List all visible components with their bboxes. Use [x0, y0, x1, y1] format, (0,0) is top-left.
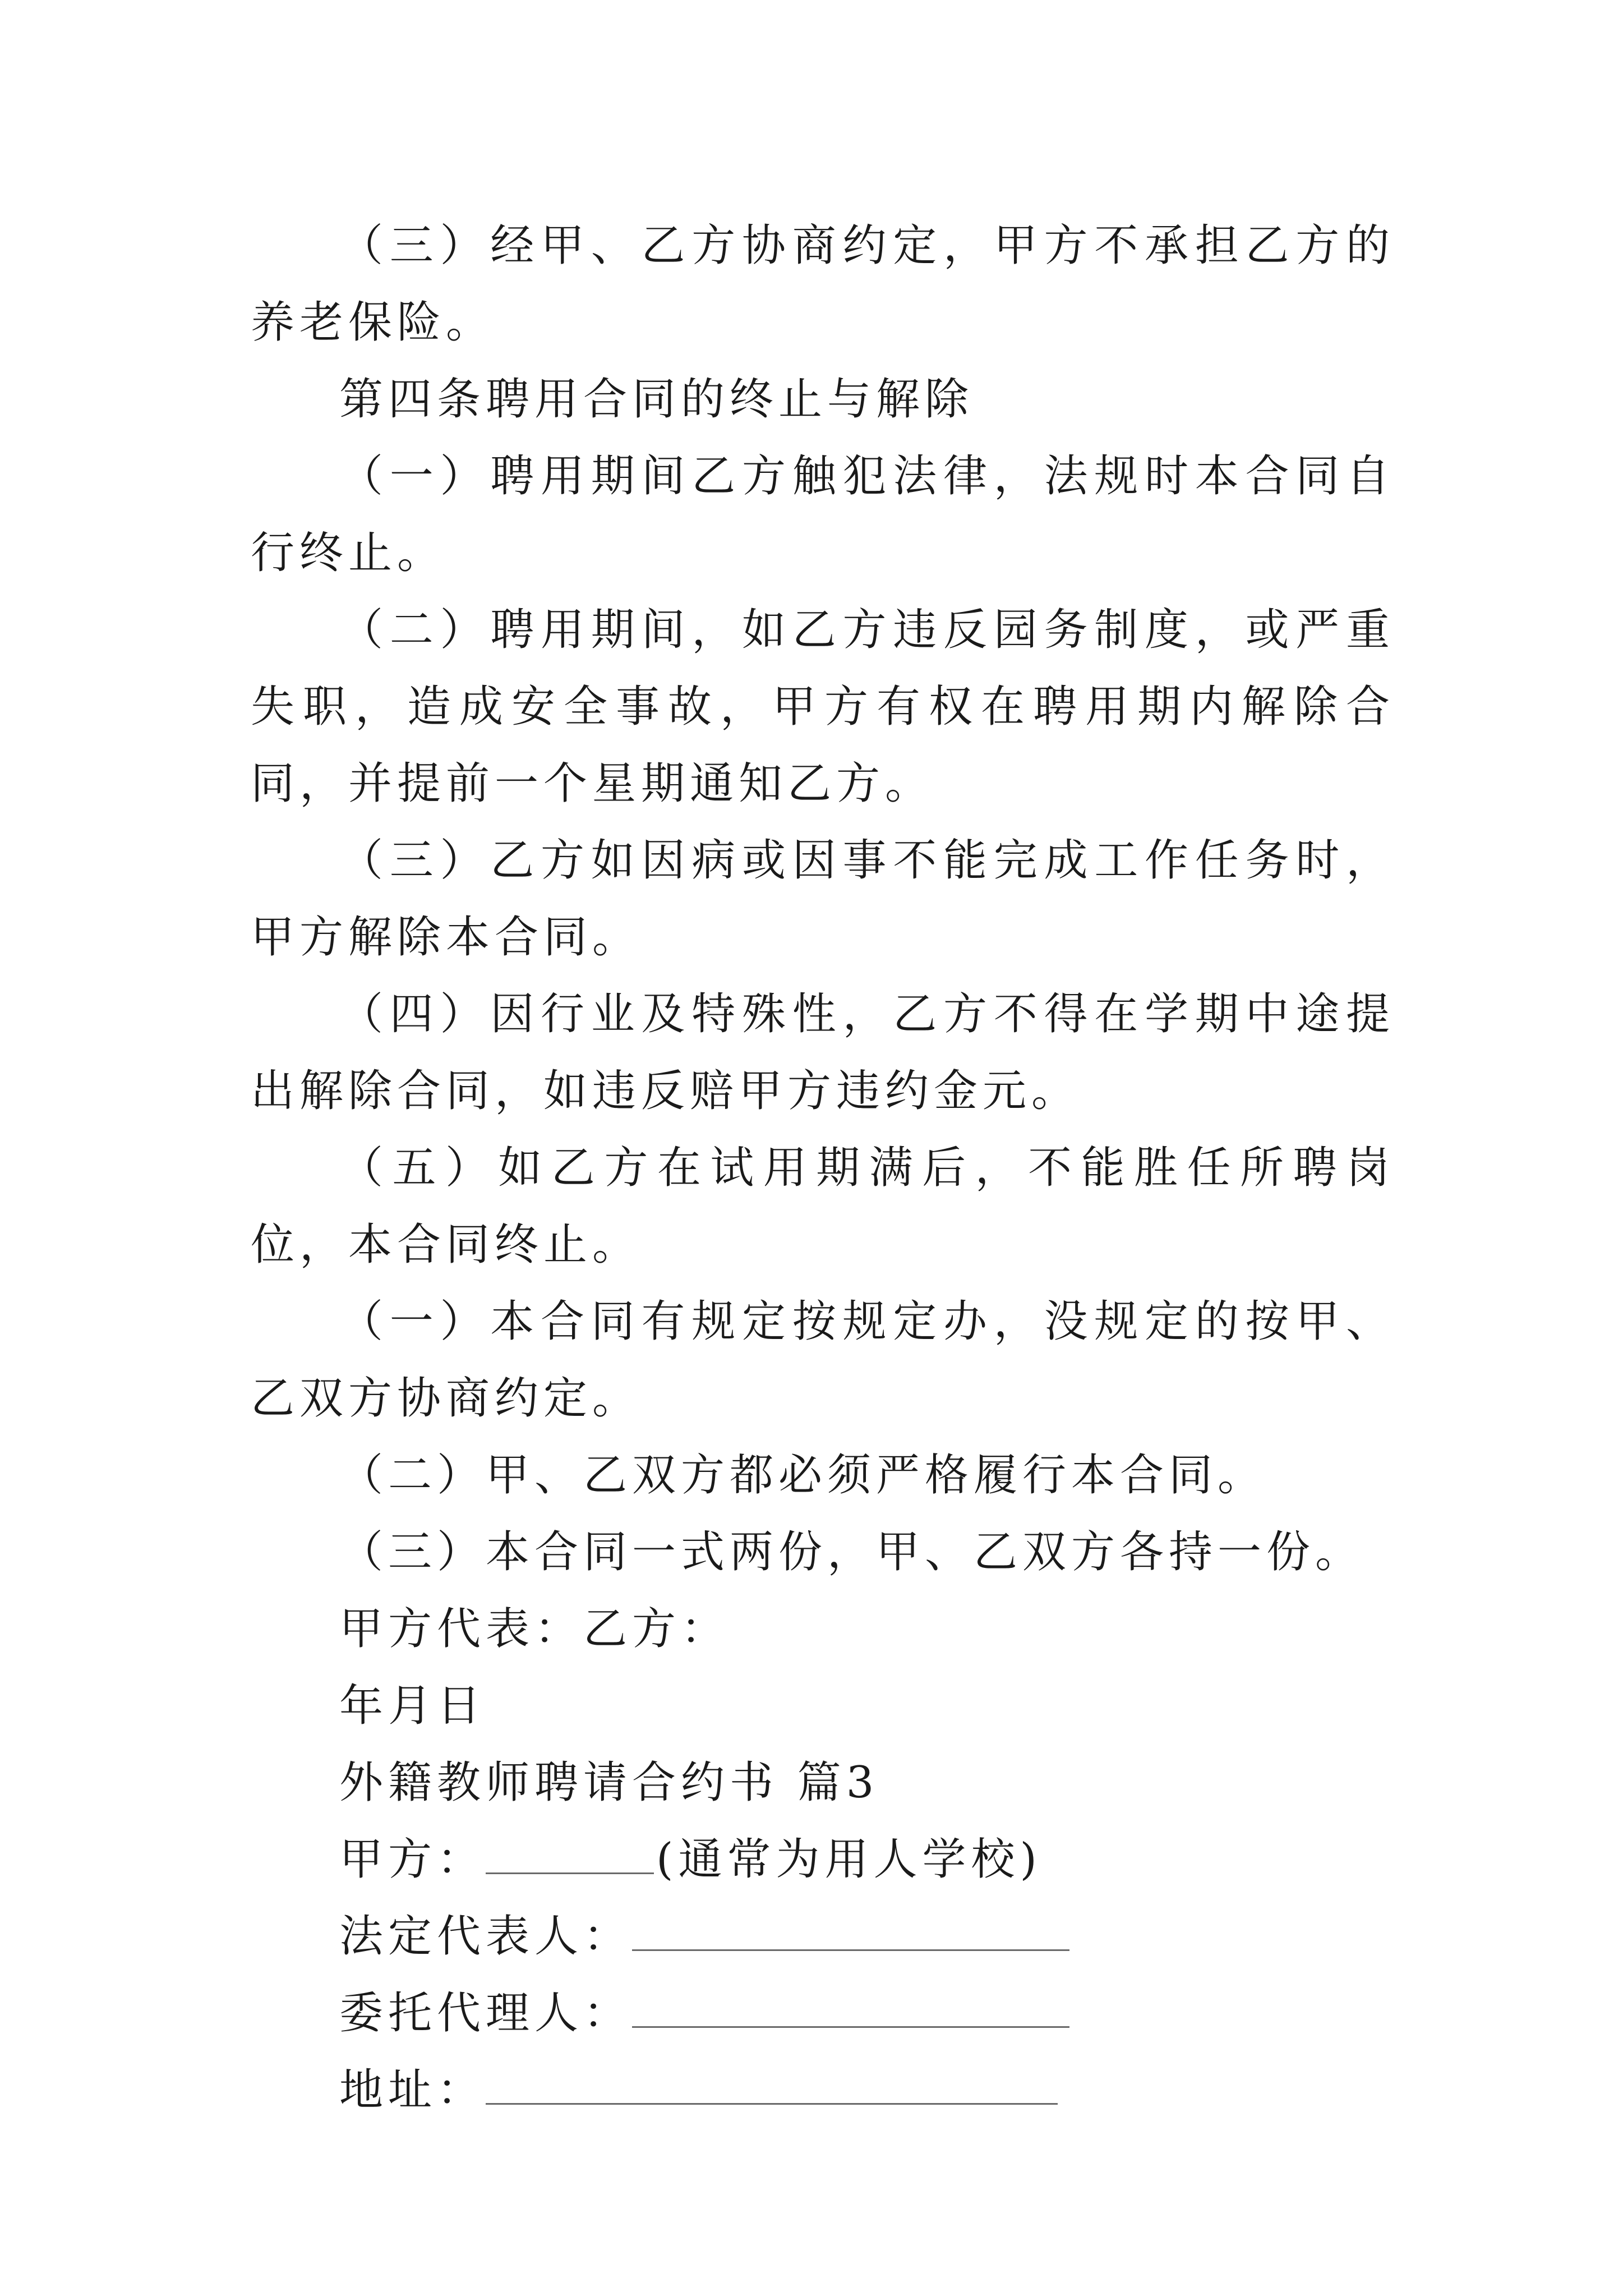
legal-representative-blank[interactable] — [632, 1906, 1069, 1951]
paragraph-termination-4: （四）因行业及特殊性，乙方不得在学期中途提出解除合同，如违反赔甲方违约金元。 — [251, 989, 1395, 1116]
party-a-blank[interactable] — [486, 1829, 654, 1874]
paragraph-termination-1: （一）聘用期间乙方触犯法律，法规时本合同自行终止。 — [251, 451, 1395, 578]
paragraph-termination-2: （二）聘用期间，如乙方违反园务制度，或严重失职，造成安全事故，甲方有权在聘用期内解除合同，并提前一个星期通知乙方。 — [251, 605, 1395, 809]
paragraph-other-2: （二）甲、乙双方都必须严格履行本合同。 — [339, 1450, 1267, 1501]
paragraph-other-3: （三）本合同一式两份，甲、乙双方各持一份。 — [339, 1527, 1364, 1577]
agent-field — [251, 1975, 1395, 2052]
address-label: 地址： — [339, 2065, 486, 2115]
paragraph-termination-3: （三）乙方如因病或因事不能完成工作任务时，甲方解除本合同。 — [251, 835, 1395, 963]
address-blank[interactable] — [486, 2059, 1058, 2105]
paragraph-termination-5: （五）如乙方在试用期满后，不能胜任所聘岗位，本合同终止。 — [251, 1143, 1395, 1270]
party-a-label: 甲方： — [339, 1834, 486, 1885]
address-field — [251, 2052, 1395, 2129]
section-title-contract-3: 外籍教师聘请合约书 篇3 — [339, 1757, 879, 1808]
party-a-note: (通常为用人学校) — [656, 1834, 1042, 1885]
date-line: 年月日 — [339, 1681, 486, 1731]
article-four-heading: 第四条聘用合同的终止与解除 — [339, 374, 974, 425]
document-body — [251, 208, 1395, 2129]
paragraph-pension-clause: （三）经甲、乙方协商约定，甲方不承担乙方的养老保险。 — [251, 220, 1395, 348]
agent-label: 委托代理人： — [339, 1988, 633, 2039]
paragraph-other-1: （一）本合同有规定按规定办，没规定的按甲、乙双方协商约定。 — [251, 1296, 1395, 1424]
signature-line: 甲方代表：乙方： — [339, 1604, 730, 1654]
legal-representative-label: 法定代表人： — [339, 1911, 633, 1962]
party-a-field — [251, 1821, 1395, 1898]
agent-blank[interactable] — [632, 1982, 1069, 2028]
legal-representative-field — [251, 1898, 1395, 1975]
